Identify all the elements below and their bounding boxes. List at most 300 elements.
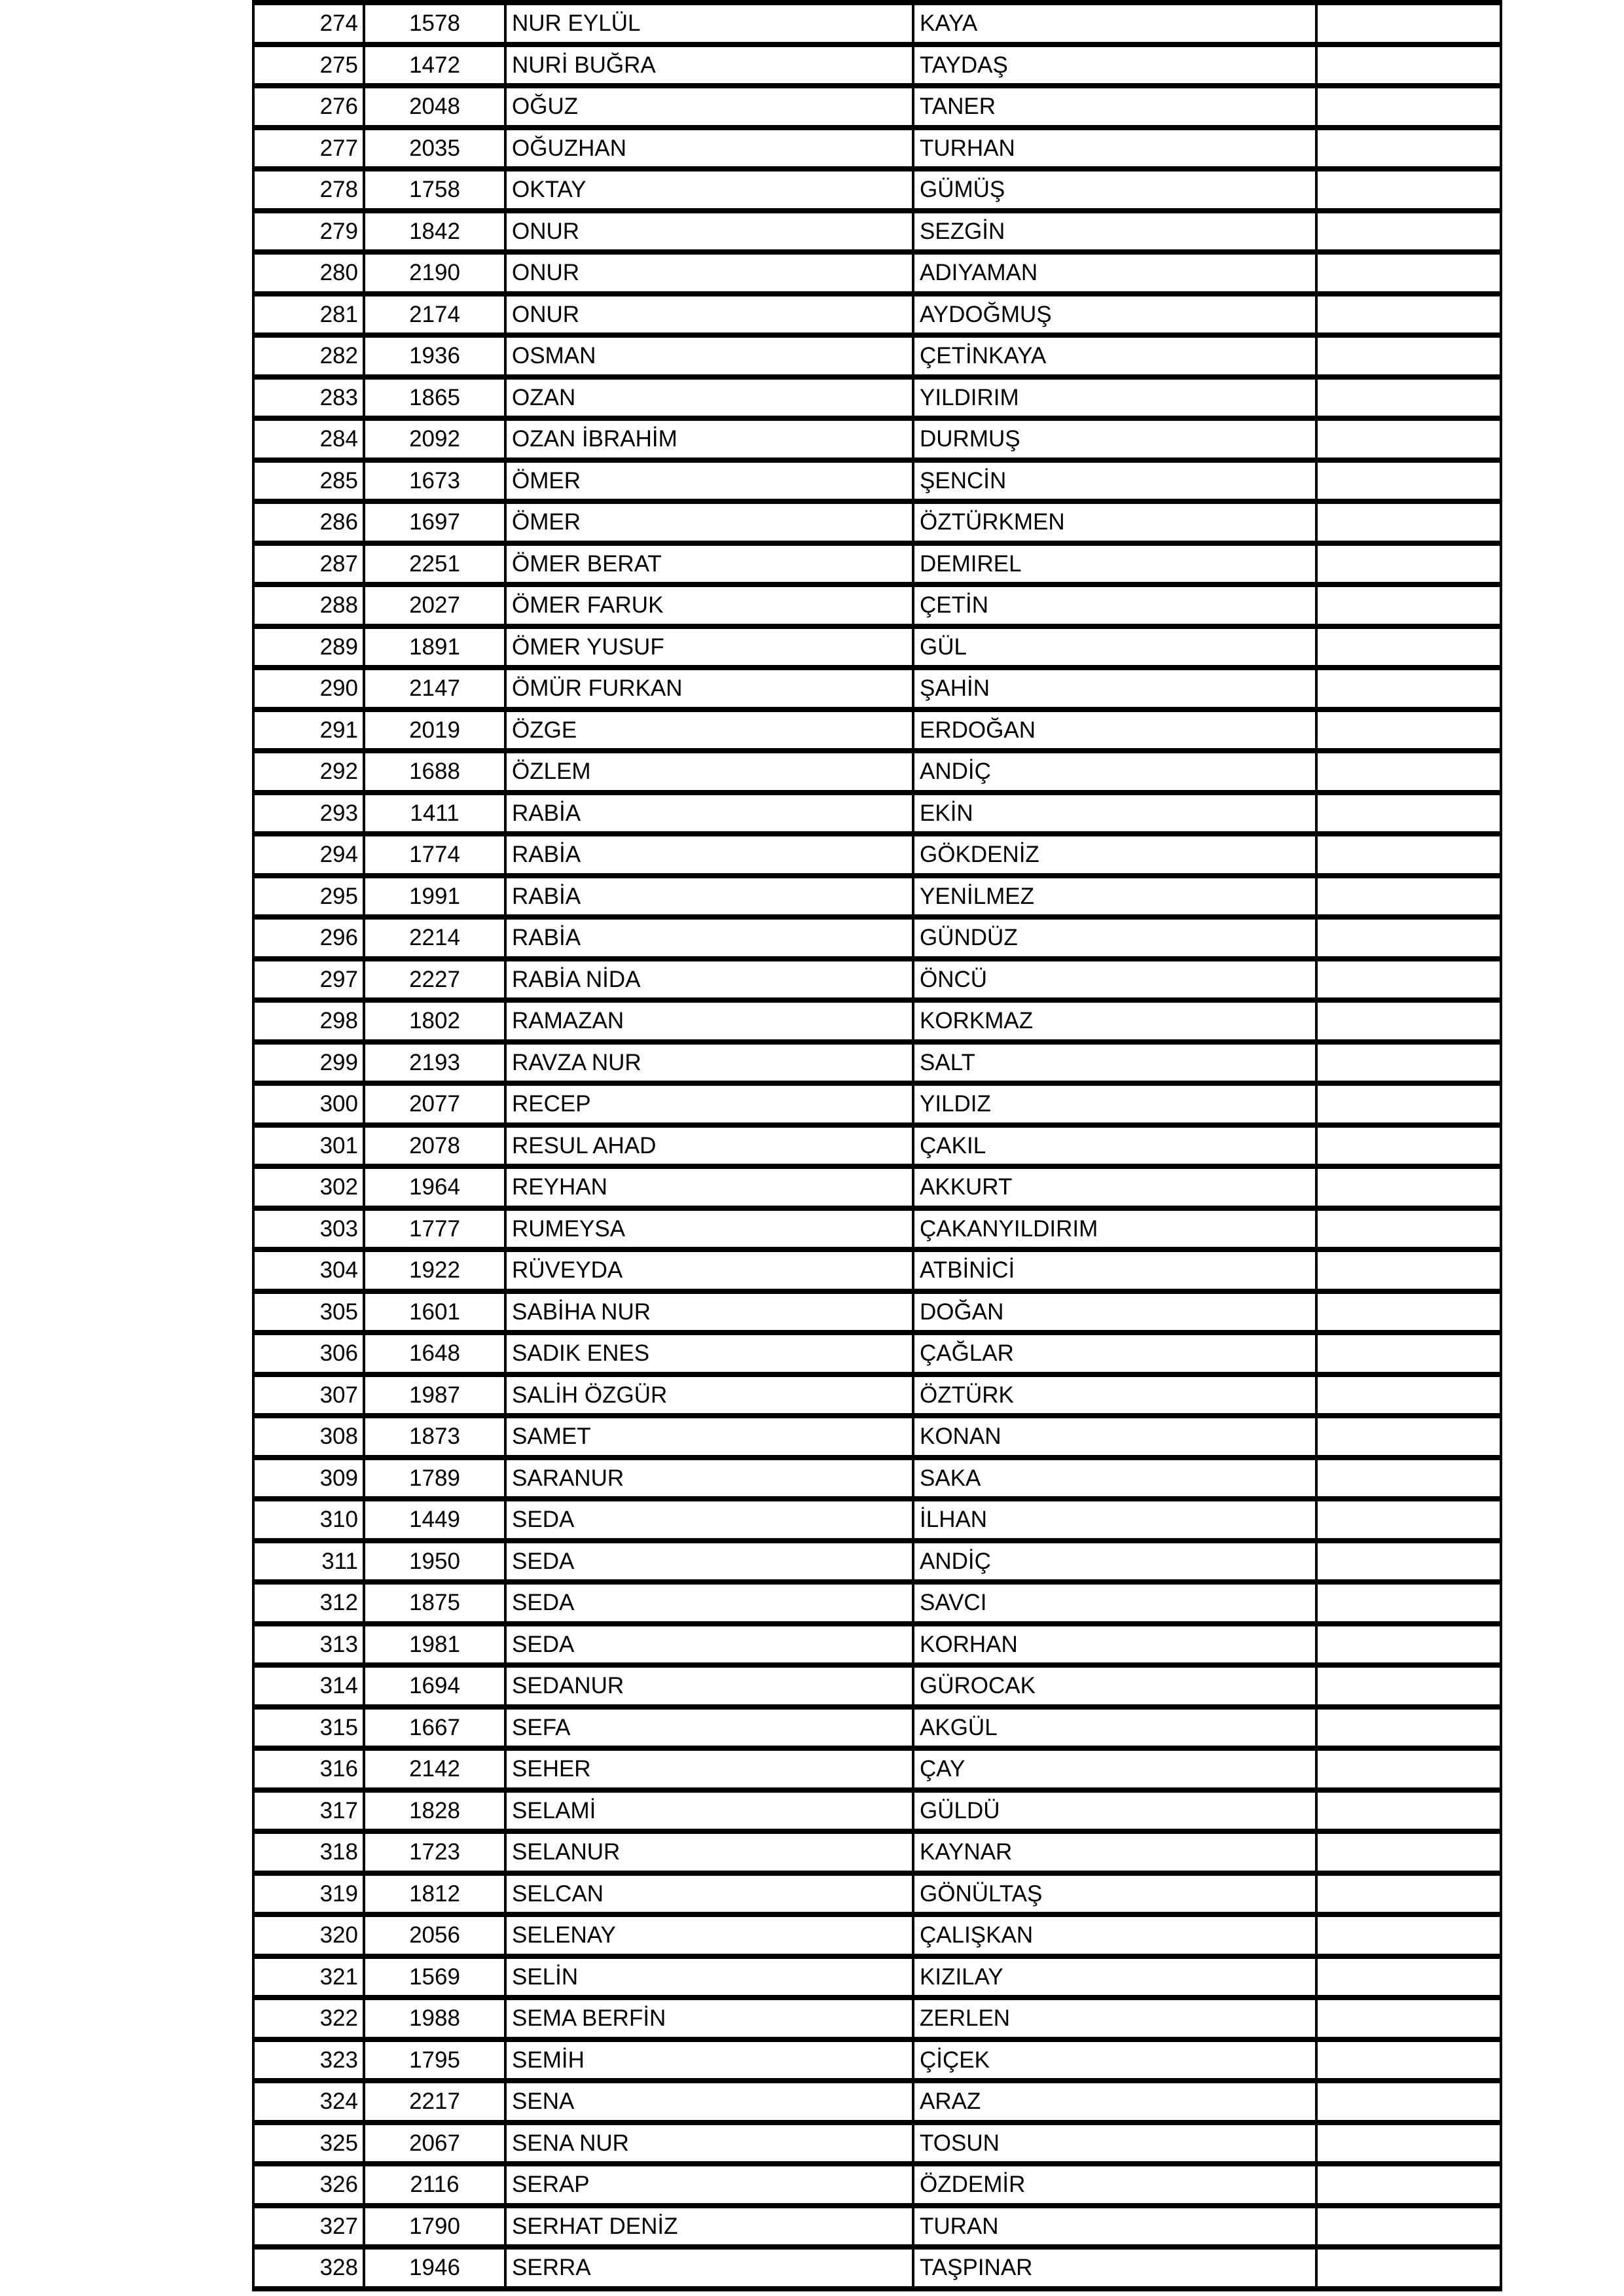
last-name-cell: SEZGİN: [913, 211, 1316, 253]
last-name-cell: DEMIREL: [913, 543, 1316, 585]
last-name-cell: ÖZTÜRK: [913, 1374, 1316, 1416]
first-name-cell: ÖZLEM: [505, 751, 913, 793]
blank-cell: [1316, 86, 1501, 128]
row-number-cell: 319: [253, 1873, 364, 1915]
first-name-cell: OKTAY: [505, 169, 913, 211]
table-row: [253, 377, 1501, 419]
table-row: [253, 1707, 1501, 1749]
row-number-cell: 298: [253, 1000, 364, 1042]
last-name-cell: ÇETİN: [913, 584, 1316, 626]
id-number-cell: 2116: [364, 2164, 505, 2206]
first-name-cell: SABİHA NUR: [505, 1291, 913, 1333]
last-name-cell: ÇAĞLAR: [913, 1333, 1316, 1374]
id-number-cell: 2078: [364, 1125, 505, 1167]
row-number-cell: 288: [253, 584, 364, 626]
table-row: [253, 2039, 1501, 2081]
id-number-cell: 1891: [364, 626, 505, 668]
last-name-cell: TANER: [913, 86, 1316, 128]
table-row: [253, 1416, 1501, 1458]
table-row: [253, 3, 1501, 45]
first-name-cell: ONUR: [505, 211, 913, 253]
last-name-cell: ÖZTÜRKMEN: [913, 501, 1316, 543]
id-number-cell: 2193: [364, 1042, 505, 1084]
last-name-cell: ANDİÇ: [913, 1541, 1316, 1583]
first-name-cell: SEMİH: [505, 2039, 913, 2081]
first-name-cell: SEDA: [505, 1499, 913, 1541]
table-row: [253, 1831, 1501, 1873]
last-name-cell: AKGÜL: [913, 1707, 1316, 1749]
id-number-cell: 1569: [364, 1956, 505, 1998]
last-name-cell: AKKURT: [913, 1166, 1316, 1208]
table-row: [253, 211, 1501, 253]
blank-cell: [1316, 1000, 1501, 1042]
row-number-cell: 293: [253, 793, 364, 834]
row-number-cell: 294: [253, 834, 364, 876]
last-name-cell: KIZILAY: [913, 1956, 1316, 1998]
roster-table-body: [253, 3, 1501, 2289]
row-number-cell: 312: [253, 1582, 364, 1624]
id-number-cell: 1964: [364, 1166, 505, 1208]
first-name-cell: OZAN: [505, 377, 913, 419]
row-number-cell: 324: [253, 2081, 364, 2123]
row-number-cell: 296: [253, 917, 364, 959]
row-number-cell: 317: [253, 1790, 364, 1832]
table-row: [253, 1125, 1501, 1167]
last-name-cell: ÇAKIL: [913, 1125, 1316, 1167]
first-name-cell: ÖMER BERAT: [505, 543, 913, 585]
first-name-cell: SEDA: [505, 1624, 913, 1666]
first-name-cell: SELCAN: [505, 1873, 913, 1915]
row-number-cell: 286: [253, 501, 364, 543]
table-row: [253, 1291, 1501, 1333]
id-number-cell: 1774: [364, 834, 505, 876]
row-number-cell: 303: [253, 1208, 364, 1250]
last-name-cell: EKİN: [913, 793, 1316, 834]
last-name-cell: GÖKDENİZ: [913, 834, 1316, 876]
id-number-cell: 2048: [364, 86, 505, 128]
row-number-cell: 275: [253, 45, 364, 86]
id-number-cell: 2019: [364, 709, 505, 751]
id-number-cell: 1601: [364, 1291, 505, 1333]
id-number-cell: 1875: [364, 1582, 505, 1624]
table-row: [253, 1624, 1501, 1666]
first-name-cell: ÖMER YUSUF: [505, 626, 913, 668]
last-name-cell: ERDOĞAN: [913, 709, 1316, 751]
table-row: [253, 45, 1501, 86]
blank-cell: [1316, 1416, 1501, 1458]
id-number-cell: 2174: [364, 294, 505, 336]
table-row: [253, 2164, 1501, 2206]
table-row: [253, 1083, 1501, 1125]
id-number-cell: 1777: [364, 1208, 505, 1250]
row-number-cell: 309: [253, 1458, 364, 1499]
table-row: [253, 917, 1501, 959]
row-number-cell: 289: [253, 626, 364, 668]
id-number-cell: 1578: [364, 3, 505, 45]
blank-cell: [1316, 294, 1501, 336]
table-row: [253, 1998, 1501, 2039]
blank-cell: [1316, 418, 1501, 460]
blank-cell: [1316, 1499, 1501, 1541]
row-number-cell: 283: [253, 377, 364, 419]
blank-cell: [1316, 876, 1501, 918]
blank-cell: [1316, 460, 1501, 502]
first-name-cell: NURİ BUĞRA: [505, 45, 913, 86]
table-row: [253, 294, 1501, 336]
row-number-cell: 318: [253, 1831, 364, 1873]
table-row: [253, 1748, 1501, 1790]
blank-cell: [1316, 128, 1501, 170]
blank-cell: [1316, 1998, 1501, 2039]
last-name-cell: ÇALIŞKAN: [913, 1914, 1316, 1956]
first-name-cell: SAMET: [505, 1416, 913, 1458]
id-number-cell: 1988: [364, 1998, 505, 2039]
blank-cell: [1316, 626, 1501, 668]
first-name-cell: RAVZA NUR: [505, 1042, 913, 1084]
table-row: [253, 626, 1501, 668]
id-number-cell: 1449: [364, 1499, 505, 1541]
first-name-cell: NUR EYLÜL: [505, 3, 913, 45]
blank-cell: [1316, 1208, 1501, 1250]
blank-cell: [1316, 917, 1501, 959]
id-number-cell: 2077: [364, 1083, 505, 1125]
row-number-cell: 276: [253, 86, 364, 128]
blank-cell: [1316, 1956, 1501, 1998]
table-row: [253, 584, 1501, 626]
row-number-cell: 302: [253, 1166, 364, 1208]
table-row: [253, 1914, 1501, 1956]
last-name-cell: GÜLDÜ: [913, 1790, 1316, 1832]
blank-cell: [1316, 1083, 1501, 1125]
id-number-cell: 1987: [364, 1374, 505, 1416]
first-name-cell: ÖZGE: [505, 709, 913, 751]
blank-cell: [1316, 584, 1501, 626]
first-name-cell: RABİA: [505, 793, 913, 834]
row-number-cell: 315: [253, 1707, 364, 1749]
id-number-cell: 1789: [364, 1458, 505, 1499]
row-number-cell: 292: [253, 751, 364, 793]
table-row: [253, 1208, 1501, 1250]
blank-cell: [1316, 501, 1501, 543]
blank-cell: [1316, 1873, 1501, 1915]
last-name-cell: DURMUŞ: [913, 418, 1316, 460]
last-name-cell: TAYDAŞ: [913, 45, 1316, 86]
blank-cell: [1316, 3, 1501, 45]
row-number-cell: 274: [253, 3, 364, 45]
table-row: [253, 418, 1501, 460]
first-name-cell: SERAP: [505, 2164, 913, 2206]
first-name-cell: SEDA: [505, 1541, 913, 1583]
table-row: [253, 1956, 1501, 1998]
last-name-cell: ÇETİNKAYA: [913, 335, 1316, 377]
table-row: [253, 1458, 1501, 1499]
first-name-cell: SERRA: [505, 2247, 913, 2289]
last-name-cell: GÜNDÜZ: [913, 917, 1316, 959]
blank-cell: [1316, 2164, 1501, 2206]
id-number-cell: 2217: [364, 2081, 505, 2123]
first-name-cell: ÖMER: [505, 460, 913, 502]
row-number-cell: 307: [253, 1374, 364, 1416]
row-number-cell: 279: [253, 211, 364, 253]
first-name-cell: SARANUR: [505, 1458, 913, 1499]
blank-cell: [1316, 1831, 1501, 1873]
row-number-cell: 326: [253, 2164, 364, 2206]
first-name-cell: ÖMÜR FURKAN: [505, 668, 913, 709]
table-row: [253, 1873, 1501, 1915]
first-name-cell: RÜVEYDA: [505, 1249, 913, 1291]
last-name-cell: ANDİÇ: [913, 751, 1316, 793]
last-name-cell: GÜL: [913, 626, 1316, 668]
row-number-cell: 282: [253, 335, 364, 377]
table-row: [253, 2206, 1501, 2248]
table-row: [253, 876, 1501, 918]
id-number-cell: 1865: [364, 377, 505, 419]
table-row: [253, 86, 1501, 128]
id-number-cell: 1842: [364, 211, 505, 253]
blank-cell: [1316, 668, 1501, 709]
id-number-cell: 1694: [364, 1665, 505, 1707]
last-name-cell: İLHAN: [913, 1499, 1316, 1541]
last-name-cell: ADIYAMAN: [913, 252, 1316, 294]
blank-cell: [1316, 1333, 1501, 1374]
row-number-cell: 285: [253, 460, 364, 502]
last-name-cell: ÖZDEMİR: [913, 2164, 1316, 2206]
id-number-cell: 1936: [364, 335, 505, 377]
first-name-cell: ONUR: [505, 252, 913, 294]
first-name-cell: RABİA: [505, 834, 913, 876]
first-name-cell: SENA: [505, 2081, 913, 2123]
id-number-cell: 2251: [364, 543, 505, 585]
blank-cell: [1316, 959, 1501, 1001]
blank-cell: [1316, 1458, 1501, 1499]
first-name-cell: ÖMER: [505, 501, 913, 543]
first-name-cell: OSMAN: [505, 335, 913, 377]
first-name-cell: RAMAZAN: [505, 1000, 913, 1042]
row-number-cell: 295: [253, 876, 364, 918]
blank-cell: [1316, 751, 1501, 793]
last-name-cell: ARAZ: [913, 2081, 1316, 2123]
id-number-cell: 1991: [364, 876, 505, 918]
first-name-cell: SERHAT DENİZ: [505, 2206, 913, 2248]
last-name-cell: KAYA: [913, 3, 1316, 45]
blank-cell: [1316, 2206, 1501, 2248]
blank-cell: [1316, 1582, 1501, 1624]
row-number-cell: 327: [253, 2206, 364, 2248]
last-name-cell: GÖNÜLTAŞ: [913, 1873, 1316, 1915]
id-number-cell: 1922: [364, 1249, 505, 1291]
blank-cell: [1316, 45, 1501, 86]
id-number-cell: 2067: [364, 2123, 505, 2164]
row-number-cell: 325: [253, 2123, 364, 2164]
row-number-cell: 299: [253, 1042, 364, 1084]
last-name-cell: ZERLEN: [913, 1998, 1316, 2039]
first-name-cell: SENA NUR: [505, 2123, 913, 2164]
id-number-cell: 1758: [364, 169, 505, 211]
blank-cell: [1316, 1707, 1501, 1749]
first-name-cell: REYHAN: [505, 1166, 913, 1208]
table-row: [253, 543, 1501, 585]
id-number-cell: 2142: [364, 1748, 505, 1790]
blank-cell: [1316, 834, 1501, 876]
table-row: [253, 793, 1501, 834]
first-name-cell: OĞUZHAN: [505, 128, 913, 170]
first-name-cell: SELENAY: [505, 1914, 913, 1956]
first-name-cell: ONUR: [505, 294, 913, 336]
table-row: [253, 1790, 1501, 1832]
first-name-cell: OZAN İBRAHİM: [505, 418, 913, 460]
first-name-cell: SEDA: [505, 1582, 913, 1624]
table-row: [253, 1582, 1501, 1624]
blank-cell: [1316, 1914, 1501, 1956]
table-row: [253, 1499, 1501, 1541]
table-row: [253, 1333, 1501, 1374]
first-name-cell: SALİH ÖZGÜR: [505, 1374, 913, 1416]
blank-cell: [1316, 2039, 1501, 2081]
last-name-cell: TAŞPINAR: [913, 2247, 1316, 2289]
id-number-cell: 1790: [364, 2206, 505, 2248]
last-name-cell: SAVCI: [913, 1582, 1316, 1624]
row-number-cell: 300: [253, 1083, 364, 1125]
last-name-cell: ÖNCÜ: [913, 959, 1316, 1001]
id-number-cell: 1697: [364, 501, 505, 543]
first-name-cell: RECEP: [505, 1083, 913, 1125]
row-number-cell: 304: [253, 1249, 364, 1291]
row-number-cell: 313: [253, 1624, 364, 1666]
blank-cell: [1316, 169, 1501, 211]
id-number-cell: 1828: [364, 1790, 505, 1832]
blank-cell: [1316, 2247, 1501, 2289]
blank-cell: [1316, 1541, 1501, 1583]
table-row: [253, 1541, 1501, 1583]
blank-cell: [1316, 1748, 1501, 1790]
row-number-cell: 278: [253, 169, 364, 211]
last-name-cell: KORHAN: [913, 1624, 1316, 1666]
first-name-cell: SEDANUR: [505, 1665, 913, 1707]
last-name-cell: YILDIRIM: [913, 377, 1316, 419]
id-number-cell: 1667: [364, 1707, 505, 1749]
id-number-cell: 2056: [364, 1914, 505, 1956]
id-number-cell: 2214: [364, 917, 505, 959]
table-row: [253, 709, 1501, 751]
id-number-cell: 1981: [364, 1624, 505, 1666]
id-number-cell: 2027: [364, 584, 505, 626]
last-name-cell: KONAN: [913, 1416, 1316, 1458]
id-number-cell: 2035: [364, 128, 505, 170]
first-name-cell: SEMA BERFİN: [505, 1998, 913, 2039]
table-row: [253, 2123, 1501, 2164]
blank-cell: [1316, 793, 1501, 834]
last-name-cell: TURAN: [913, 2206, 1316, 2248]
table-row: [253, 1374, 1501, 1416]
first-name-cell: RABİA NİDA: [505, 959, 913, 1001]
first-name-cell: SELANUR: [505, 1831, 913, 1873]
first-name-cell: RABİA: [505, 876, 913, 918]
first-name-cell: RABİA: [505, 917, 913, 959]
last-name-cell: YENİLMEZ: [913, 876, 1316, 918]
row-number-cell: 308: [253, 1416, 364, 1458]
table-row: [253, 335, 1501, 377]
last-name-cell: DOĞAN: [913, 1291, 1316, 1333]
blank-cell: [1316, 1125, 1501, 1167]
id-number-cell: 1950: [364, 1541, 505, 1583]
blank-cell: [1316, 2123, 1501, 2164]
table-row: [253, 169, 1501, 211]
last-name-cell: KAYNAR: [913, 1831, 1316, 1873]
row-number-cell: 320: [253, 1914, 364, 1956]
table-row: [253, 2081, 1501, 2123]
last-name-cell: SAKA: [913, 1458, 1316, 1499]
table-row: [253, 501, 1501, 543]
row-number-cell: 311: [253, 1541, 364, 1583]
last-name-cell: YILDIZ: [913, 1083, 1316, 1125]
blank-cell: [1316, 1665, 1501, 1707]
table-row: [253, 1042, 1501, 1084]
table-row: [253, 959, 1501, 1001]
last-name-cell: KORKMAZ: [913, 1000, 1316, 1042]
blank-cell: [1316, 1790, 1501, 1832]
blank-cell: [1316, 335, 1501, 377]
row-number-cell: 323: [253, 2039, 364, 2081]
row-number-cell: 297: [253, 959, 364, 1001]
last-name-cell: ÇAKANYILDIRIM: [913, 1208, 1316, 1250]
id-number-cell: 2147: [364, 668, 505, 709]
id-number-cell: 1802: [364, 1000, 505, 1042]
id-number-cell: 1723: [364, 1831, 505, 1873]
last-name-cell: AYDOĞMUŞ: [913, 294, 1316, 336]
row-number-cell: 287: [253, 543, 364, 585]
row-number-cell: 291: [253, 709, 364, 751]
blank-cell: [1316, 1374, 1501, 1416]
row-number-cell: 290: [253, 668, 364, 709]
row-number-cell: 314: [253, 1665, 364, 1707]
table-row: [253, 668, 1501, 709]
id-number-cell: 2092: [364, 418, 505, 460]
row-number-cell: 328: [253, 2247, 364, 2289]
row-number-cell: 321: [253, 1956, 364, 1998]
blank-cell: [1316, 1291, 1501, 1333]
row-number-cell: 277: [253, 128, 364, 170]
first-name-cell: SADIK ENES: [505, 1333, 913, 1374]
id-number-cell: 1648: [364, 1333, 505, 1374]
id-number-cell: 2227: [364, 959, 505, 1001]
table-row: [253, 252, 1501, 294]
first-name-cell: ÖMER FARUK: [505, 584, 913, 626]
last-name-cell: TURHAN: [913, 128, 1316, 170]
table-row: [253, 751, 1501, 793]
last-name-cell: ATBİNİCİ: [913, 1249, 1316, 1291]
table-row: [253, 460, 1501, 502]
last-name-cell: ŞAHİN: [913, 668, 1316, 709]
id-number-cell: 1673: [364, 460, 505, 502]
first-name-cell: SEFA: [505, 1707, 913, 1749]
row-number-cell: 280: [253, 252, 364, 294]
table-row: [253, 1665, 1501, 1707]
first-name-cell: SELAMİ: [505, 1790, 913, 1832]
last-name-cell: GÜROCAK: [913, 1665, 1316, 1707]
blank-cell: [1316, 2081, 1501, 2123]
last-name-cell: GÜMÜŞ: [913, 169, 1316, 211]
id-number-cell: 1812: [364, 1873, 505, 1915]
blank-cell: [1316, 1624, 1501, 1666]
blank-cell: [1316, 709, 1501, 751]
table-row: [253, 1166, 1501, 1208]
first-name-cell: SELİN: [505, 1956, 913, 1998]
blank-cell: [1316, 252, 1501, 294]
row-number-cell: 284: [253, 418, 364, 460]
first-name-cell: RESUL AHAD: [505, 1125, 913, 1167]
row-number-cell: 301: [253, 1125, 364, 1167]
row-number-cell: 310: [253, 1499, 364, 1541]
